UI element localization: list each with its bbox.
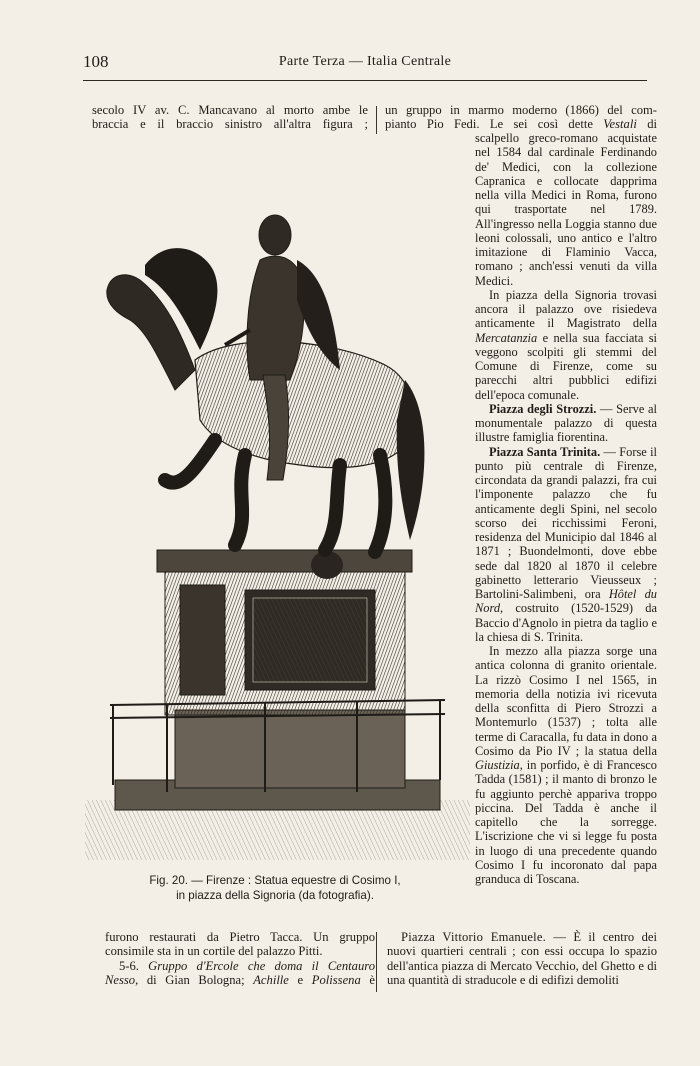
column-divider xyxy=(376,932,377,992)
text-line: un gruppo in marmo moderno (1866) del com- xyxy=(385,103,657,117)
entry-heading: Piazza Santa Trinita. xyxy=(489,444,601,459)
paragraph xyxy=(475,445,657,645)
right-column-text xyxy=(475,131,657,886)
text-run: , in porfido, è di Francesco Tadda (1581) ; il manto di bronzo le fu aggiunto perchè appariva troppo piccina. Del Tadda è anche il capitello che la sorregge. L'iscrizione che vi si legge fu posta in luogo di una precedente quando Cosimo I fu incoronato dal papa granduca di Toscana. xyxy=(475,758,657,886)
text-run: di xyxy=(636,117,657,132)
text-line xyxy=(105,959,375,973)
italic-run: Nesso xyxy=(105,973,136,988)
top-left-text xyxy=(92,103,368,132)
entry-heading: Piazza Vittorio Emanuele. xyxy=(401,930,546,944)
top-right-text xyxy=(385,103,657,132)
header-rule xyxy=(83,80,647,81)
text-run: — Serve al monumentale palazzo di questa illustre famiglia fiorentina. xyxy=(475,401,657,445)
bottom-right-text xyxy=(387,930,657,988)
paragraph xyxy=(475,288,657,402)
text-run: 5-6. xyxy=(119,958,149,973)
paragraph xyxy=(387,930,657,988)
text-run: scalpello greco-romano acquistate nel 1584 dal cardinale Ferdinando de' Medici, con la collezione Capranica e collocate dapprima nella villa Medici in Roma, furono qui trasportate nel 1789. All'ingresso nella Loggia stanno due leoni colossali, uno antico e l'altro imitazione di Flaminio Vacca, romano ; anch'essi venuti da villa Medici. xyxy=(475,131,657,288)
entry-heading: Piazza degli Strozzi. xyxy=(489,401,597,416)
text-run: e xyxy=(288,973,312,988)
text-run: — Forse il punto più centrale di Firenze, circondata da grandi palazzi, fra cui l'imponente palazzo che fu anticamente degli Spini, nel secolo scorso dei ricchissimi Feroni, residenza del Municipio dal 1846 al 1871 ; Buondelmonti, dove ebbe sede dal 1820 al 1870 il celebre gabinetto letterario Vieusseux ; Bartolini-Salimbeni, ora xyxy=(475,444,657,601)
italic-run: Achille xyxy=(253,973,289,988)
text-line xyxy=(105,973,375,987)
text-run: , di Gian Bologna; xyxy=(135,973,254,988)
page-number: 108 xyxy=(83,52,109,71)
running-head xyxy=(83,52,647,76)
italic-run: Gruppo d'Ercole che doma il Centauro xyxy=(148,958,375,973)
column-divider xyxy=(376,106,377,134)
figure-caption xyxy=(95,873,455,903)
statue-engraving xyxy=(85,180,470,860)
text-line xyxy=(385,117,657,131)
italic-run: Polissena xyxy=(311,973,361,988)
italic-run: Mercatanzia xyxy=(475,330,538,345)
text-run: pianto Pio Fedi. Le sei così dette xyxy=(385,117,604,132)
text-run: — È il centro dei nuovi quartieri centrali ; con essi occupa lo spazio dell'antica piazza di Mercato Vecchio, del Ghetto e di una quantità di straducole e di edifizi demoliti xyxy=(387,930,657,988)
text-line: secolo IV av. C. Mancavano al morto ambe le xyxy=(92,103,368,117)
italic-run: Hôtel du Nord xyxy=(475,587,657,616)
caption-line: in piazza della Signoria (da fotografia). xyxy=(176,889,374,902)
caption-line: Fig. 20. — Firenze : Statua equestre di Cosimo I, xyxy=(149,874,401,887)
bottom-left-text xyxy=(105,930,375,988)
text-run: e nella sua facciata si veggono scolpiti gli stemmi del Comune di Firenze, come su parecchi altri pubblici edifizi dell'epoca comunale. xyxy=(475,330,657,402)
text-run: In mezzo alla piazza sorge una antica colonna di granito orientale. La rizzò Cosimo I nel 1565, in memoria della notizia ivi ricevuta della sconfitta di Piero Strozzi a Montemurlo (1537) ; tolta alle terme di Caracalla, fu data in dono a Cosimo da Pio IV ; la statua della xyxy=(475,644,657,758)
italic-run: Giustizia xyxy=(475,758,520,772)
text-line: furono restaurati da Pietro Tacca. Un gruppo xyxy=(105,930,375,944)
italic-run: Vestali xyxy=(603,117,637,132)
text-run: è xyxy=(360,973,375,988)
text-line: consimile sta in un cortile del palazzo Pitti. xyxy=(105,944,323,959)
text-run: In piazza della Signoria trovasi ancora il palazzo ove risiedeva anticamente il Magistrato della xyxy=(475,287,657,331)
equestrian-statue-illustration xyxy=(85,180,470,860)
paragraph xyxy=(475,644,657,886)
text-run: , costruito (1520-1529) da Baccio d'Agnolo in pietra da taglio e la chiesa di S. Trinita. xyxy=(475,601,657,644)
text-line: braccia e il braccio sinistro all'altra figura ; xyxy=(92,117,368,132)
section-title: Parte Terza — Italia Centrale xyxy=(278,54,452,69)
paragraph xyxy=(475,131,657,288)
paragraph xyxy=(475,402,657,445)
